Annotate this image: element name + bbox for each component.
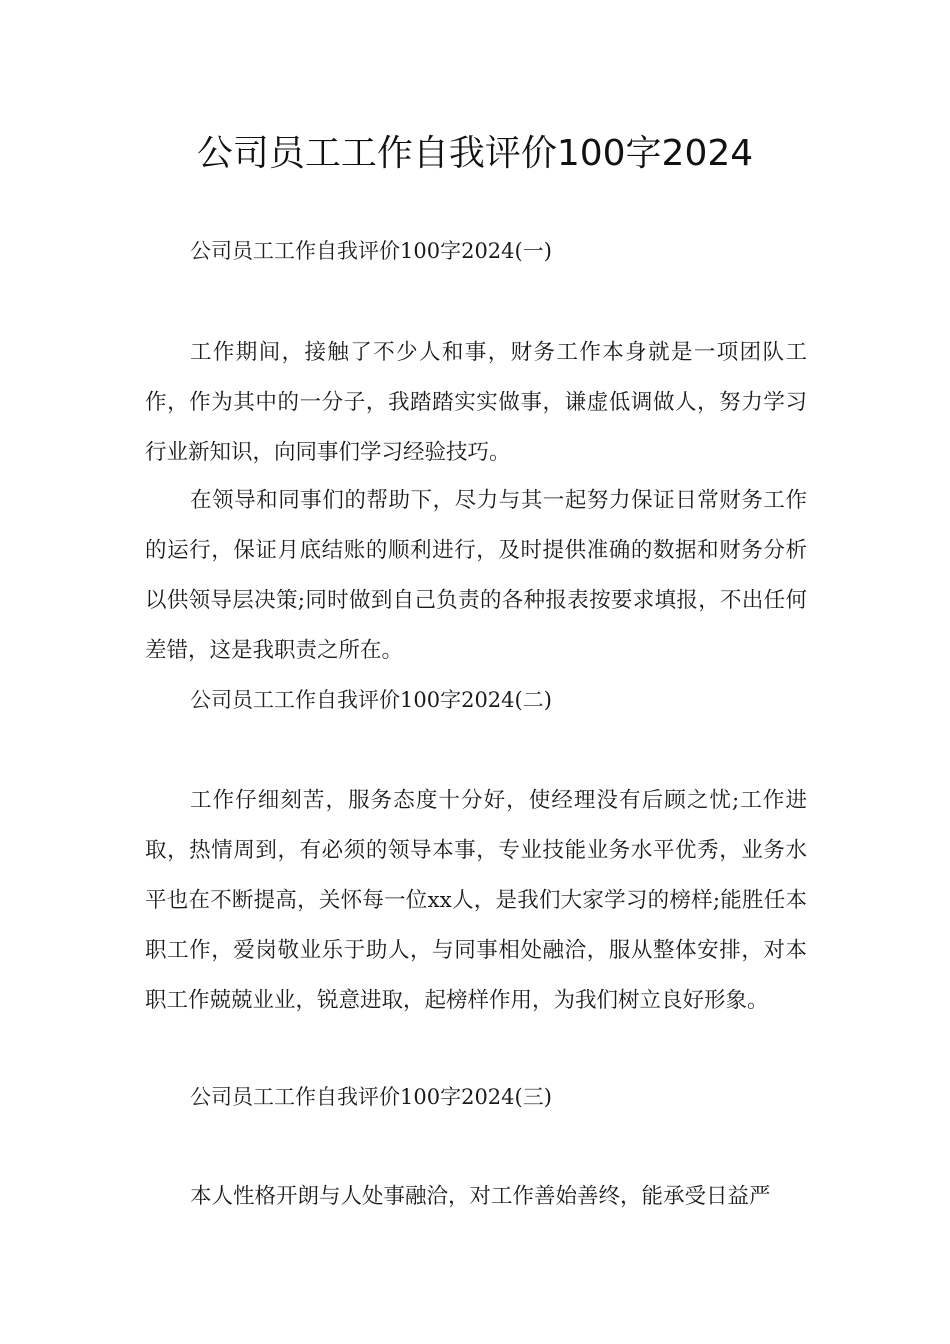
section-1-paragraph-2: 在领导和同事们的帮助下，尽力与其一起努力保证日常财务工作的运行，保证月底结账的顺利进行，及时提供准确的数据和财务分析以供领导层决策;同时做到自己负责的各种报表按要求填报，不出任何差错，这是我职责之所在。 [145,488,807,663]
section-heading-3: 公司员工工作自我评价100字2024(三) [190,1085,552,1109]
document-title: 公司员工工作自我评价100字2024 [196,133,754,174]
section-1-paragraph-1: 工作期间，接触了不少人和事，财务工作本身就是一项团队工作，作为其中的一分子，我踏踏实实做事，谦虚低调做人，努力学习行业新知识，向同事们学习经验技巧。 [145,340,807,465]
section-heading-1: 公司员工工作自我评价100字2024(一) [190,239,552,263]
section-heading-2: 公司员工工作自我评价100字2024(二) [190,688,552,712]
section-3-paragraph-1: 本人性格开朗与人处事融洽，对工作善始善终，能承受日益严 [190,1184,771,1209]
section-2-paragraph-1: 工作仔细刻苦，服务态度十分好，使经理没有后顾之忧;工作进取，热情周到，有必须的领导本事，专业技能业务水平优秀，业务水平也在不断提高，关怀每一位xx人，是我们大家学习的榜样;能胜任本职工作，爱岗敬业乐于助人，与同事相处融洽，服从整体安排，对本职工作兢兢业业，锐意进取，起榜样作用，为我们树立良好形象。 [145,788,807,1013]
